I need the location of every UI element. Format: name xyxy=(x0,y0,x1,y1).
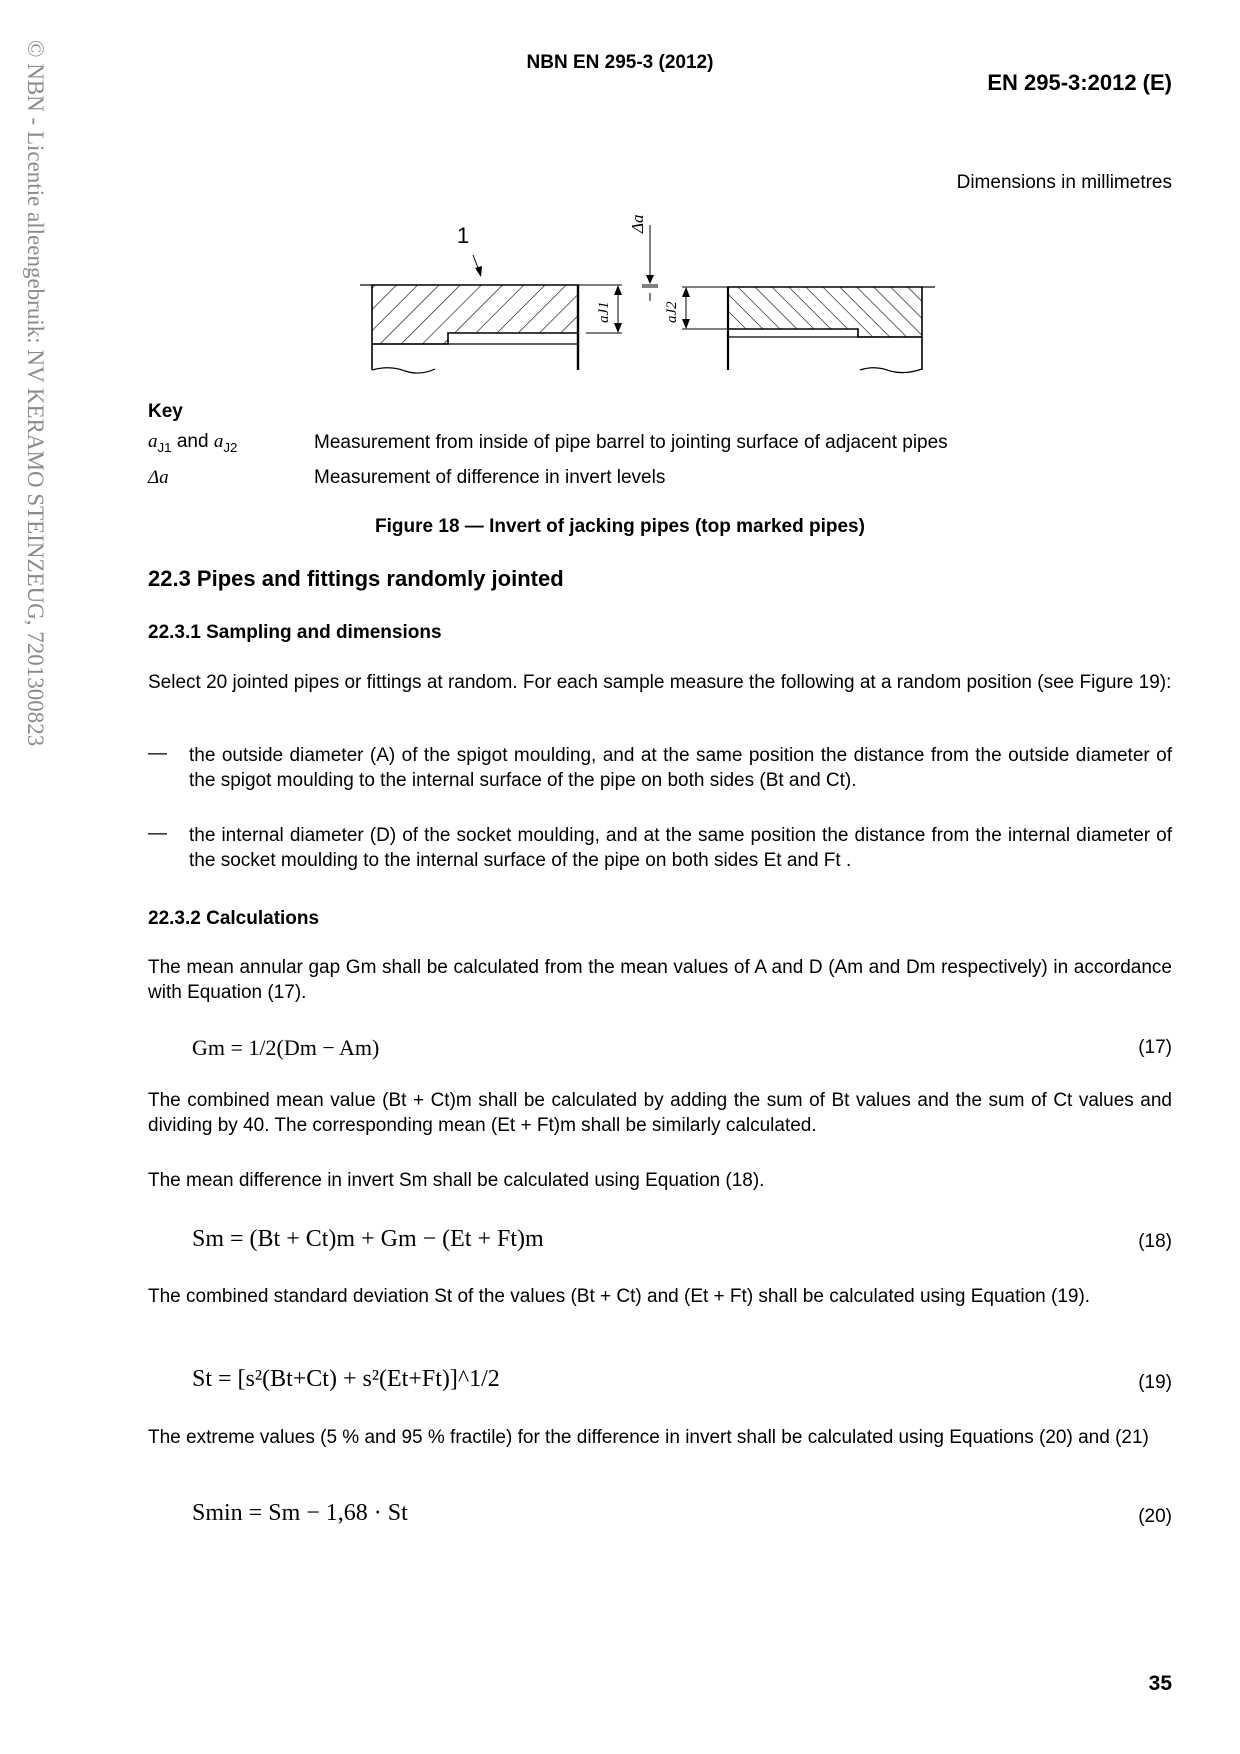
equation-18: Sm = (Bt + Ct)m + Gm − (Et + Ft)m xyxy=(192,1226,544,1252)
callout-1: 1 xyxy=(457,223,470,248)
figure-18-drawing xyxy=(360,215,940,380)
key-symbol-aJ: $a_{J1}$ and $a_{J2}$ xyxy=(148,431,238,455)
subsection-heading-22-3-1: 22.3.1 Sampling and dimensions xyxy=(148,622,442,643)
left-pipe-wall xyxy=(372,285,578,344)
list-dash-1: — xyxy=(148,743,167,764)
key-title: Key xyxy=(148,401,183,422)
paragraph-sampling: Select 20 jointed pipes or fittings at random. For each sample measure the following at a random position (see Figure 19): xyxy=(148,672,1172,693)
equation-17-number: (17) xyxy=(1138,1037,1172,1058)
header-document-id: EN 295-3:2012 (E) xyxy=(987,70,1172,95)
key-desc-aJ: Measurement from inside of pipe barrel to jointing surface of adjacent pipes xyxy=(314,432,948,453)
equation-20-number: (20) xyxy=(1138,1506,1172,1527)
key-desc-delta-a: Measurement of difference in invert levels xyxy=(314,467,666,488)
watermark-text: © NBN - Licentie alleengebruik: NV KERAMO STEINZEUG, 7201300823 xyxy=(23,40,48,747)
watermark xyxy=(8,40,48,860)
paragraph-extreme-values: The extreme values (5 % and 95 % fractile) for the difference in invert shall be calculated using Equations (20) and (21) xyxy=(148,1427,1149,1448)
list-dash-2: — xyxy=(148,823,167,844)
equation-19: St = [s²(Bt+Ct) + s²(Et+Ft)]^1/2 xyxy=(192,1366,500,1392)
dimensions-note: Dimensions in millimetres xyxy=(956,172,1172,193)
page-number: 35 xyxy=(1148,1672,1172,1695)
label-delta-a: Δa xyxy=(628,215,647,233)
equation-20: Smin = Sm − 1,68 · St xyxy=(192,1500,408,1526)
equation-17: Gm = 1/2(Dm − Am) xyxy=(192,1035,380,1060)
figure-caption: Figure 18 — Invert of jacking pipes (top marked pipes) xyxy=(375,516,865,537)
list-item-spigot: the outside diameter (A) of the spigot moulding, and at the same position the distance from the outside diameter of the spigot moulding to the internal surface of the pipe on both sides (Bt and Ct). xyxy=(189,745,1172,791)
equation-18-number: (18) xyxy=(1138,1231,1172,1252)
key-symbol-delta-a: Δa xyxy=(148,467,169,488)
subsection-heading-22-3-2: 22.3.2 Calculations xyxy=(148,908,320,929)
label-aJ2: aJ2 xyxy=(664,301,680,323)
paragraph-combined-mean: The combined mean value (Bt + Ct)m shall be calculated by adding the sum of Bt values and the sum of Ct values and dividing by 40. The corresponding mean (Et + Ft)m shall be similarly calculated. xyxy=(148,1090,1172,1136)
section-heading-22-3: 22.3 Pipes and fittings randomly jointed xyxy=(148,566,564,591)
label-aJ1: aJ1 xyxy=(596,301,612,323)
right-pipe-wall xyxy=(728,287,922,337)
header-standard-code: NBN EN 295-3 (2012) xyxy=(526,52,714,73)
paragraph-standard-deviation: The combined standard deviation St of the values (Bt + Ct) and (Et + Ft) shall be calculated using Equation (19). xyxy=(148,1286,1091,1307)
paragraph-mean-difference: The mean difference in invert Sm shall be calculated using Equation (18). xyxy=(148,1170,765,1191)
equation-19-number: (19) xyxy=(1138,1372,1172,1393)
paragraph-mean-annular-gap: The mean annular gap Gm shall be calculated from the mean values of A and D (Am and Dm respectively) in accordance with Equation (17). xyxy=(148,957,1172,1003)
list-item-socket: the internal diameter (D) of the socket moulding, and at the same position the distance from the internal diameter of the socket moulding to the internal surface of the pipe on both sides Et and Ft . xyxy=(189,825,1172,871)
